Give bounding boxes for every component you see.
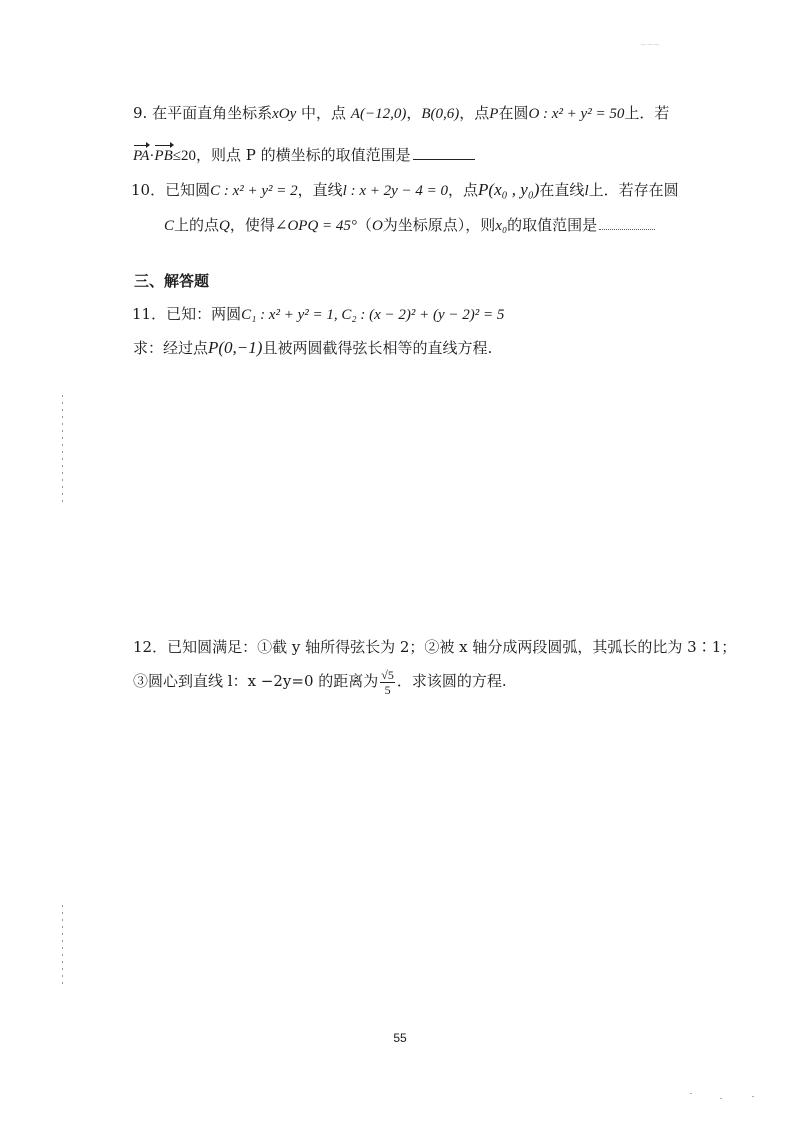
answer-blank (413, 145, 475, 160)
q11-text: 且被两圆截得弦长相等的直线方程. (262, 339, 493, 357)
q9-text: 上．若 (624, 104, 670, 122)
q9-text: ， (406, 104, 422, 122)
q9-point-p: P (489, 106, 499, 122)
q10-circle-c: C (164, 218, 175, 234)
q9-text: ，则点 P 的横坐标的取值范围是 (195, 146, 411, 164)
q9-point-b: B(0,6) (421, 106, 460, 122)
corner-stamp: ~~~ (639, 40, 660, 49)
q10-origin: O (371, 218, 383, 234)
q10-text: 10．已知圆 (131, 181, 211, 199)
q10-line-equation: l : x + 2y − 4 = 0 (342, 183, 449, 199)
q10-point-p: P(x₀ , y₀) (478, 180, 540, 199)
q9-line-2 (133, 145, 475, 166)
q10-text: （ (356, 216, 372, 234)
q12-text: ③圆心到直线 l：x −2y=0 的距离为 (133, 672, 379, 690)
dot-operator: · (149, 148, 155, 164)
q12-fraction (380, 668, 395, 697)
q11-text: 11．已知：两圆 (132, 305, 242, 323)
q10-circle-equation: C : x² + y² = 2 (210, 183, 298, 199)
q11-point-p: P(0,−1) (208, 338, 263, 357)
q11-text: 求：经过点 (133, 339, 209, 357)
answer-blank (599, 215, 655, 230)
q9-line-1 (133, 103, 669, 124)
q9-inequality: ≤20 (172, 148, 196, 164)
q10-angle: ∠OPQ = 45° (274, 218, 357, 234)
q9-text: ，点 (459, 104, 490, 122)
q10-text: 的取值范围是 (507, 216, 598, 234)
q10-point-q: Q (219, 218, 230, 234)
q10-text: 为坐标原点），则 (382, 216, 496, 234)
page-number: 55 (393, 1031, 407, 1045)
section-heading: 三、解答题 (134, 272, 210, 290)
q11-circles-equation: C₁ : x² + y² = 1, C₂ : (x − 2)² + (y − 2)² = 5 (241, 307, 505, 323)
q10-text: ，使得 (229, 216, 275, 234)
q10-line-l: l (584, 183, 589, 199)
binding-margin-mark (62, 905, 63, 985)
q10-line-2 (164, 215, 655, 236)
scan-speck (690, 1093, 692, 1094)
q9-text: 中，点 (296, 104, 351, 122)
q10-text: ，直线 (297, 181, 343, 199)
q10-text: 上．若存在圆 (588, 181, 679, 199)
q12-line-2 (133, 664, 507, 698)
q11-line-2 (133, 338, 492, 358)
scan-speck (720, 1098, 722, 1099)
q11-line-1 (132, 304, 504, 325)
vector-pb: PB (154, 148, 173, 164)
vector-pa: PA (133, 148, 150, 164)
q10-line-1 (131, 180, 679, 201)
fraction-numerator: √5 (381, 667, 394, 682)
q10-x0: x₀ (495, 218, 508, 234)
q9-circle-equation: O : x² + y² = 50 (528, 106, 625, 122)
q10-text: 上的点 (174, 216, 220, 234)
binding-margin-mark (62, 395, 63, 505)
q9-text: 9. 在平面直角坐标系 (133, 104, 273, 122)
q9-point-a: A(−12,0) (350, 106, 407, 122)
q12-text: ．求该圆的方程. (396, 672, 507, 690)
q9-coord-system: xOy (272, 106, 297, 122)
q12-line-1: 12．已知圆满足：①截 y 轴所得弦长为 2；②被 x 轴分成两段圆弧，其弧长的比为 3∶1； (133, 638, 737, 656)
scan-speck (752, 1096, 754, 1097)
q10-text: ，点 (448, 181, 479, 199)
q9-text: 在圆 (498, 104, 529, 122)
q10-text: 在直线 (539, 181, 585, 199)
fraction-denominator: 5 (384, 682, 391, 697)
